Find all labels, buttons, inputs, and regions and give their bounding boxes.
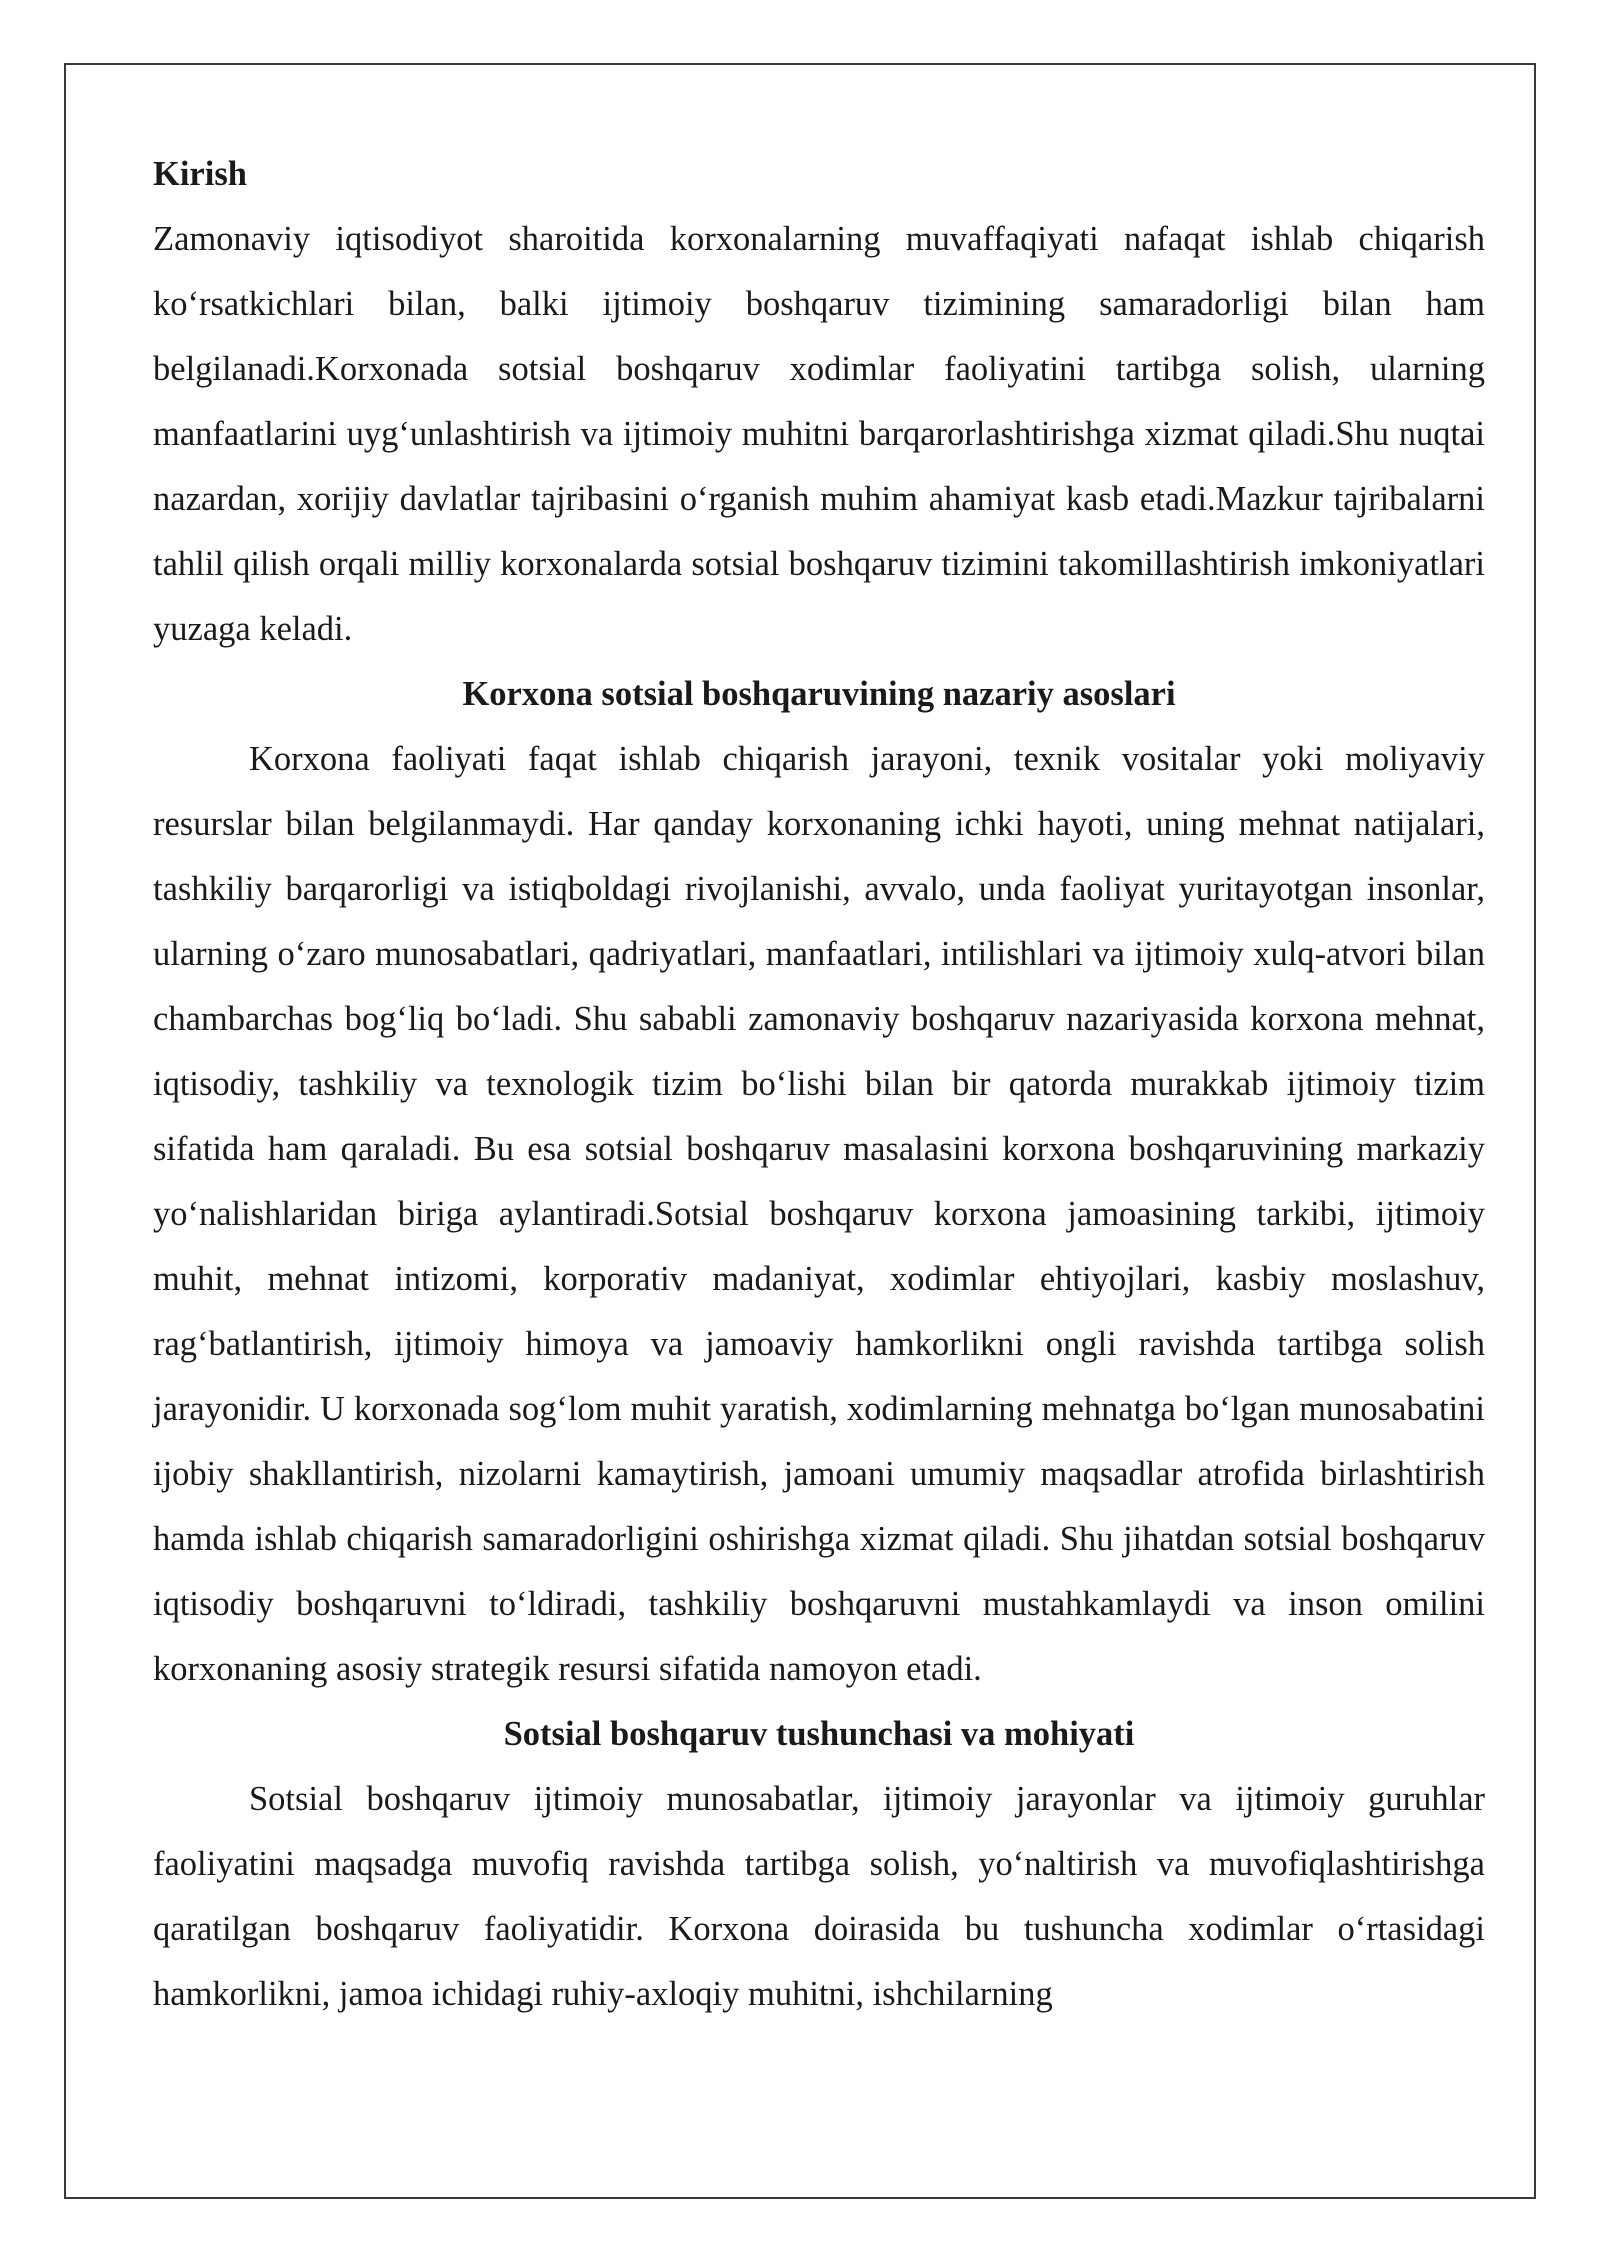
- section-heading-theory: Korxona sotsial boshqaruvining nazariy asoslari: [462, 675, 1176, 713]
- section-paragraph-concept: Sotsial boshqaruv ijtimoiy munosabatlar, ijtimoiy jarayonlar va ijtimoiy guruhlar faoliyatini maqsadga muvofiq ravishda tartibga solish, yo‘naltirish va muvofiqlashtirishga qaratilgan boshqaruv faoliyatidir. Korxona doirasida bu tushuncha xodimlar o‘rtasidagi hamkorlikni, jamoa ichidagi ruhiy-axloqiy muhitni, ishchilarning: [153, 1780, 1485, 2013]
- intro-paragraph: Zamonaviy iqtisodiyot sharoitida korxonalarning muvaffaqiyati nafaqat ishlab chiqarish ko‘rsatkichlari bilan, balki ijtimoiy boshqaruv tizimining samaradorligi bilan ham belgilanadi.Korxonada sotsial boshqaruv xodimlar faoliyatini tartibga solish, ularning manfaatlarini uyg‘unlashtirish va ijtimoiy muhitni barqarorlashtirishga xizmat qiladi.Shu nuqtai nazardan, xorijiy davlatlar tajribasini o‘rganish muhim ahamiyat kasb etadi.Mazkur tajribalarni tahlil qilish orqali milliy korxonalarda sotsial boshqaruv tizimini takomillashtirish imkoniyatlari yuzaga keladi.: [153, 220, 1485, 648]
- intro-heading: Kirish: [153, 155, 247, 193]
- section-heading-concept: Sotsial boshqaruv tushunchasi va mohiyati: [503, 1715, 1135, 1753]
- document-body: [153, 142, 1485, 2027]
- section-paragraph-theory: Korxona faoliyati faqat ishlab chiqarish jarayoni, texnik vositalar yoki moliyaviy resurslar bilan belgilanmaydi. Har qanday korxonaning ichki hayoti, uning mehnat natijalari, tashkiliy barqarorligi va istiqboldagi rivojlanishi, avvalo, unda faoliyat yuritayotgan insonlar, ularning o‘zaro munosabatlari, qadriyatlari, manfaatlari, intilishlari va ijtimoiy xulq-atvori bilan chambarchas bog‘liq bo‘ladi. Shu sababli zamonaviy boshqaruv nazariyasida korxona mehnat, iqtisodiy, tashkiliy va texnologik tizim bo‘lishi bilan bir qatorda murakkab ijtimoiy tizim sifatida ham qaraladi. Bu esa sotsial boshqaruv masalasini korxona boshqaruvining markaziy yo‘nalishlaridan biriga aylantiradi.Sotsial boshqaruv korxona jamoasining tarkibi, ijtimoiy muhit, mehnat intizomi, korporativ madaniyat, xodimlar ehtiyojlari, kasbiy moslashuv, rag‘batlantirish, ijtimoiy himoya va jamoaviy hamkorlikni ongli ravishda tartibga solish jarayonidir. U korxonada sog‘lom muhit yaratish, xodimlarning mehnatga bo‘lgan munosabatini ijobiy shakllantirish, nizolarni kamaytirish, jamoani umumiy maqsadlar atrofida birlashtirish hamda ishlab chiqarish samaradorligini oshirishga xizmat qiladi. Shu jihatdan sotsial boshqaruv iqtisodiy boshqaruvni to‘ldiradi, tashkiliy boshqaruvni mustahkamlaydi va inson omilini korxonaning asosiy strategik resursi sifatida namoyon etadi.: [153, 740, 1485, 1688]
